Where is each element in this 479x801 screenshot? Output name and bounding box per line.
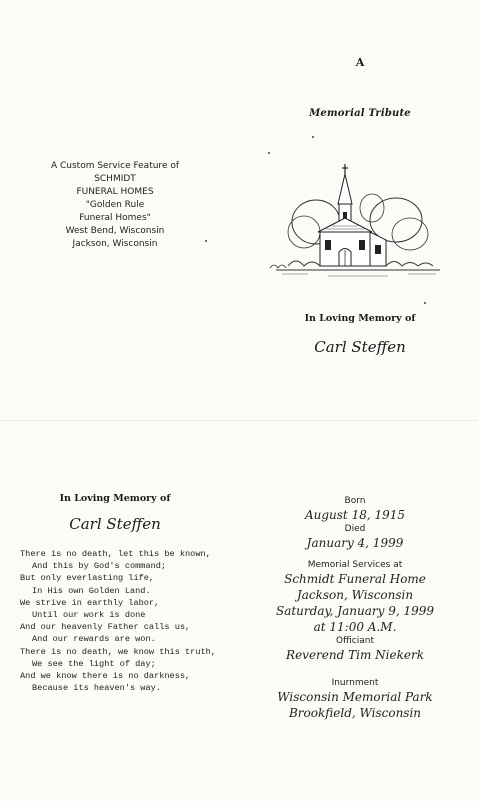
credit-line: Jackson, Wisconsin: [72, 239, 158, 249]
memorial-poem: [20, 548, 220, 694]
credit-line: West Bend, Wisconsin: [65, 226, 165, 236]
died-date: January 4, 1999: [306, 536, 404, 550]
born-date: August 18, 1915: [304, 508, 406, 522]
credit-line: FUNERAL HOMES: [76, 187, 154, 197]
credit-line: Funeral Homes": [79, 213, 151, 223]
inurnment-label: Inurnment: [331, 678, 379, 688]
services-city: Jackson, Wisconsin: [296, 588, 414, 602]
inurnment-city: Brookfield, Wisconsin: [288, 706, 422, 720]
poem-line: We see the light of day;: [32, 658, 156, 669]
poem-line: And our heavenly Father calls us,: [20, 622, 191, 633]
credit-line: "Golden Rule: [85, 200, 145, 210]
born-label: Born: [344, 496, 366, 506]
credit-line: A Custom Service Feature of: [50, 161, 180, 171]
print-speck: [268, 152, 270, 154]
print-speck: [312, 136, 314, 138]
print-speck: [205, 240, 207, 242]
cover-a-label: A: [355, 56, 365, 69]
officiant-name: Reverend Tim Niekerk: [286, 648, 424, 662]
poem-line: There is no death, let this be known,: [20, 549, 211, 559]
deceased-name: Carl Steffen: [69, 515, 161, 533]
poem-line: Until our work is done: [32, 610, 146, 621]
in-loving-memory-heading: In Loving Memory of: [304, 313, 416, 324]
died-label: Died: [344, 524, 366, 534]
poem-line: We strive in earthly labor,: [20, 597, 160, 608]
church-illustration: [268, 160, 448, 285]
inurnment-place: Wisconsin Memorial Park: [277, 690, 433, 704]
in-loving-memory-heading: In Loving Memory of: [59, 493, 171, 504]
services-time: at 11:00 A.M.: [313, 620, 397, 634]
services-date: Saturday, January 9, 1999: [275, 604, 435, 618]
services-label: Memorial Services at: [307, 560, 403, 570]
poem-line: In His own Golden Land.: [32, 585, 151, 596]
services-place: Schmidt Funeral Home: [284, 572, 426, 586]
print-speck: [424, 302, 426, 304]
poem-line: But only everlasting life,: [20, 573, 155, 584]
inside-panel: [0, 420, 479, 801]
poem-line: And we know there is no darkness,: [20, 671, 191, 682]
poem-line: And this by God's command;: [32, 561, 167, 572]
officiant-label: Officiant: [336, 636, 374, 646]
deceased-name: Carl Steffen: [314, 338, 406, 356]
service-details: [255, 495, 455, 721]
poem-line: Because its heaven's way.: [32, 683, 161, 694]
tribute-title: Memorial Tribute: [309, 108, 411, 119]
credit-line: SCHMIDT: [94, 174, 136, 184]
funeral-home-credit: [30, 160, 200, 251]
poem-line: There is no death, we know this truth,: [20, 646, 216, 657]
poem-line: And our rewards are won.: [32, 634, 156, 645]
